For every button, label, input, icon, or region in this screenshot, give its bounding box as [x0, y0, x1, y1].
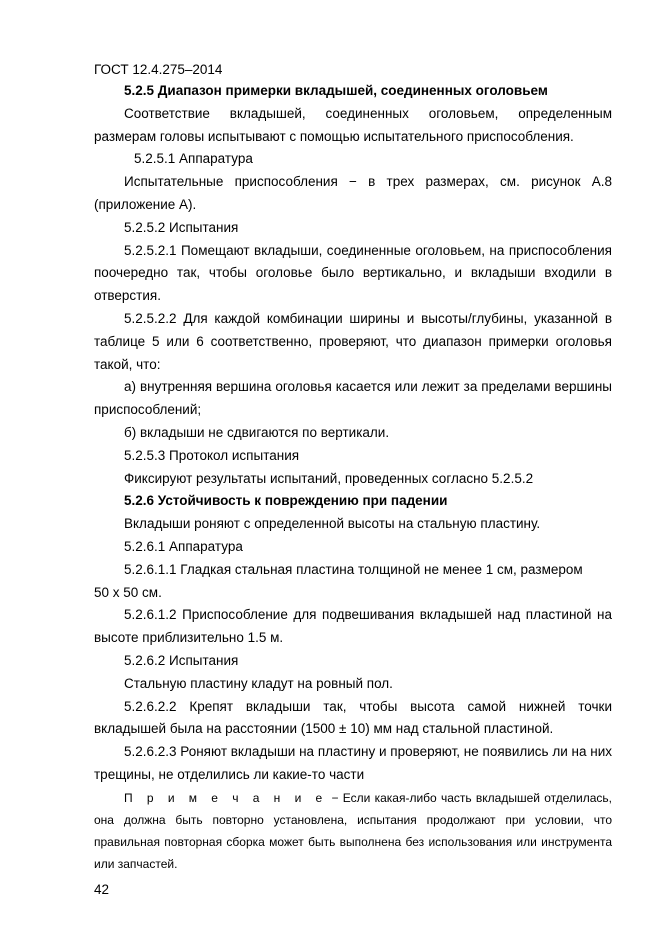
paragraph: 5.2.6.1.1 Гладкая стальная пластина толщиной не менее 1 см, размером [124, 561, 583, 577]
section-heading: 5.2.6 Устойчивость к повреждению при падении [124, 493, 448, 509]
paragraph-continuation: 50 х 50 см. [94, 584, 162, 600]
list-item: б) вкладыши не сдвигаются по вертикали. [124, 424, 390, 440]
section-heading: 5.2.5 Диапазон примерки вкладышей, соединенных оголовьем [124, 83, 548, 98]
subsection-heading: 5.2.5.2 Испытания [124, 219, 239, 235]
document-header: ГОСТ 12.4.275–2014 [94, 62, 223, 77]
page-number: 42 [94, 882, 110, 897]
document-body [94, 80, 612, 875]
subsection-heading: 5.2.5.3 Протокол испытания [124, 447, 300, 463]
note-text: − Если какая-либо часть вкладышей отделилась, она должна быть повторно установлена, испытания продолжают при условии, что правильная повторная сборка может быть выполнена без использования или инструмента или запчастей. [94, 790, 612, 871]
paragraph: Соответствие вкладышей, соединенных оголовьем, определенным размерам головы испытывают с помощью испытательного приспособления. [94, 105, 612, 144]
subsection-heading: 5.2.5.1 Аппаратура [134, 151, 253, 167]
paragraph: Стальную пластину кладут на ровный пол. [124, 675, 393, 691]
subsection-heading: 5.2.6.2 Испытания [124, 652, 239, 668]
paragraph: Фиксируют результаты испытаний, проведенных согласно 5.2.5.2 [124, 470, 534, 486]
list-item: а) внутренняя вершина оголовья касается или лежит за пределами вершины приспособлений; [94, 379, 612, 418]
paragraph: 5.2.5.2.1 Помещают вкладыши, соединенные оголовьем, на приспособления поочередно так, чтобы оголовье было вертикально, и вкладыши входили в отверстия. [94, 242, 612, 304]
paragraph: Испытательные приспособления − в трех размерах, см. рисунок А.8 (приложение А). [94, 174, 612, 212]
paragraph: 5.2.5.2.2 Для каждой комбинации ширины и высоты/глубины, указанной в таблице 5 или 6 соответственно, проверяют, что диапазон примерки оголовья такой, что: [94, 310, 612, 372]
note-label: П р и м е ч а н и е [124, 790, 328, 805]
paragraph: 5.2.6.1.2 Приспособление для подвешивания вкладышей над пластиной на высоте приблизительно 1.5 м. [94, 607, 612, 646]
paragraph: 5.2.6.2.2 Крепят вкладыши так, чтобы высота самой нижней точки вкладышей была на расстоянии (1500 ± 10) мм над стальной пластиной. [94, 698, 612, 737]
subsection-heading: 5.2.6.1 Аппаратура [124, 538, 243, 554]
paragraph: 5.2.6.2.3 Роняют вкладыши на пластину и проверяют, не появились ли на них трещины, не отделились ли какие-то части [94, 744, 612, 782]
note [94, 787, 612, 875]
paragraph: Вкладыши роняют с определенной высоты на стальную пластину. [124, 516, 541, 532]
